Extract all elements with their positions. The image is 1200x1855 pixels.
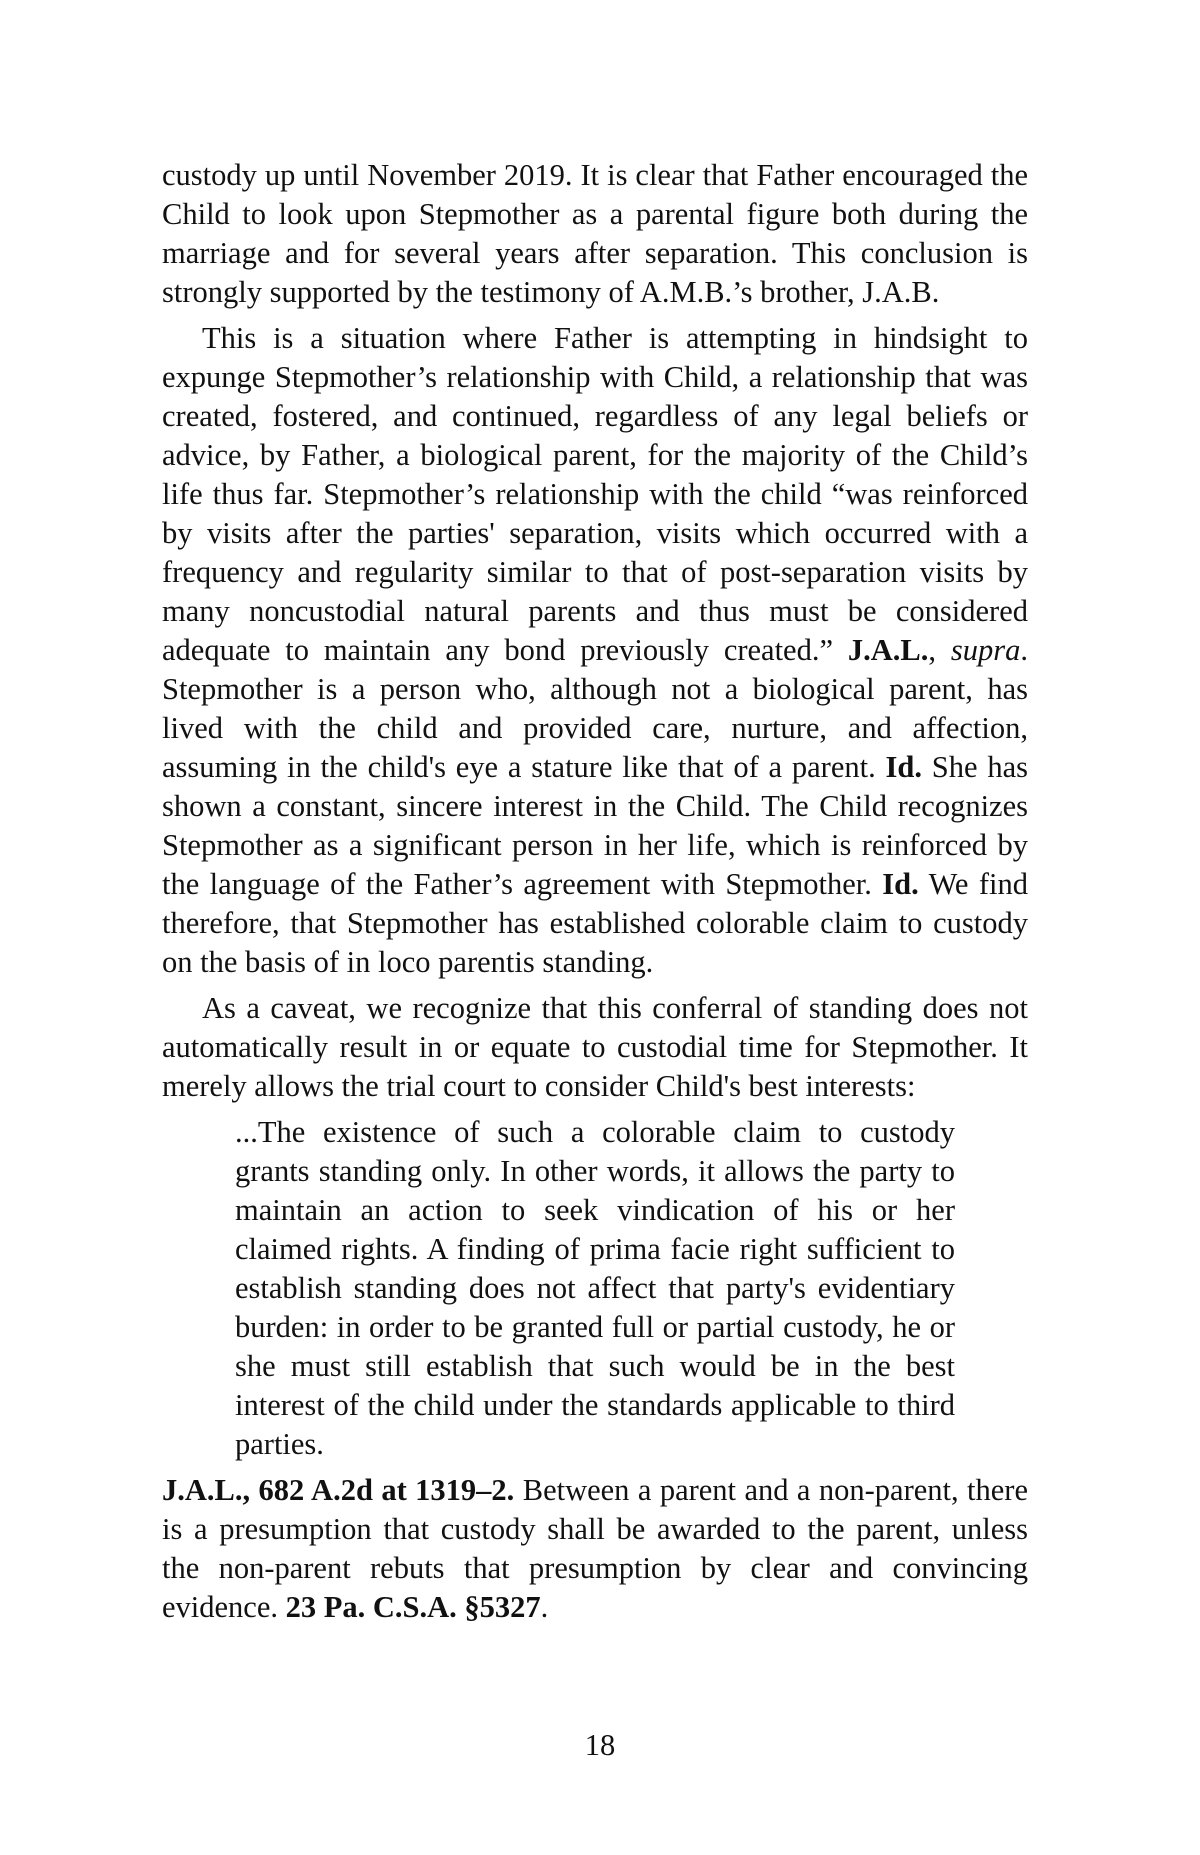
paragraph-1: custody up until November 2019. It is clear that Father encouraged the Child to look upon Stepmother as a parental figure both during the marriage and for several years after separation. This conclusion is strongly supported by the testimony of A.M.B.’s brother, J.A.B. (162, 158, 1028, 309)
citation-jal: J.A.L. (847, 633, 929, 667)
citation-jal-pinpoint: J.A.L., 682 A.2d at 1319–2. (162, 1473, 515, 1507)
block-quote: ...The existence of such a colorable claim to custody grants standing only. In other words, it allows the party to maintain an action to seek vindication of his or her claimed rights. A finding of prima facie right sufficient to establish standing does not affect that party's evidentiary burden: in order to be granted full or partial custody, he or she must still establish that such would be in the best interest of the child under the standards applicable to third parties. (235, 1115, 955, 1461)
citation-statute: 23 Pa. C.S.A. §5327 (285, 1590, 541, 1624)
paragraph-2-text-3: . Stepmother is a person who, although not a biological parent, has lived with the child and provided care, nurture, and affection, assuming in the child's eye a stature like that of a parent. (162, 633, 1029, 784)
citation-id-2: Id. (882, 867, 919, 901)
paragraph-2 (162, 319, 1028, 982)
paragraph-4-text-2: . (540, 1590, 549, 1624)
citation-id-1: Id. (885, 750, 922, 784)
citation-supra: supra (950, 633, 1021, 667)
paragraph-4 (162, 1471, 1028, 1627)
paragraph-2-text-1: This is a situation where Father is attempting in hindsight to expunge Stepmother’s relationship with Child, a relationship that was created, fostered, and continued, regardless of any legal beliefs or advice, by Father, a biological parent, for the majority of the Child’s life thus far. Stepmother’s relationship with the child “was reinforced by visits after the parties' separation, visits which occurred with a frequency and regularity similar to that of post-separation visits by many noncustodial natural parents and thus must be considered adequate to maintain any bond previously created.” (162, 321, 1028, 667)
paragraph-2-text-4: She has shown a constant, sincere interest in the Child. The Child recognizes Stepmother as a significant person in her life, which is reinforced by the language of the Father’s agreement with Stepmother. (162, 750, 1028, 901)
paragraph-2-text-2: , (928, 633, 951, 667)
paragraph-2-text-5: We find therefore, that Stepmother has established colorable claim to custody on the basis of in loco parentis standing. (162, 867, 1028, 979)
page-number: 18 (584, 1728, 616, 1762)
document-body (162, 156, 1028, 1634)
paragraph-4-text-1: Between a parent and a non-parent, there is a presumption that custody shall be awarded to the parent, unless the non-parent rebuts that presumption by clear and convincing evidence. (162, 1473, 1028, 1624)
paragraph-3: As a caveat, we recognize that this conferral of standing does not automatically result in or equate to custodial time for Stepmother. It merely allows the trial court to consider Child's best interests: (162, 991, 1028, 1103)
